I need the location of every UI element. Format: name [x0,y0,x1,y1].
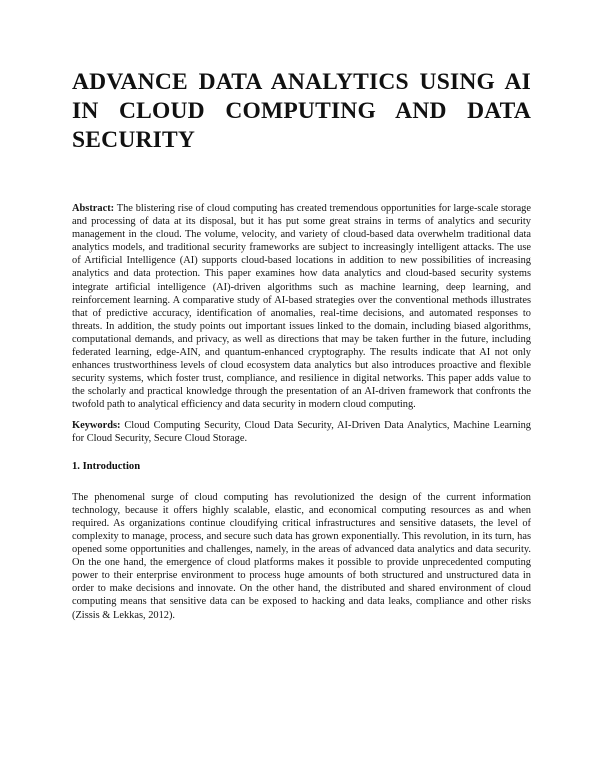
paper-title: ADVANCE DATA ANALYTICS USING AI IN CLOUD COMPUTING AND DATA SECURITY [72,69,531,153]
paper-page [72,68,531,622]
abstract-text: The blistering rise of cloud computing has created tremendous opportunities for large-scale storage and processing of data at its disposal, but it has put some great strains in terms of analytics and security management in the cloud. The volume, velocity, and variety of cloud-based data overwhelm traditional data analytics models, and traditional security frameworks are subject to increasingly intelligent attacks. The use of Artificial Intelligence (AI) supports cloud-based locations in addition to new possibilities of increasing analytics and data protection. This paper examines how data analytics and cloud-based security systems integrate artificial intelligence (AI)-driven algorithms such as machine learning, deep learning, and reinforcement learning. A comparative study of AI-based strategies over the conventional methods illustrates that of predictive accuracy, identification of anomalies, real-time decisions, and automated responses to threats. In addition, the study points out important issues linked to the domain, including biased algorithms, computational demands, and privacy, as well as directions that may be taken further in the future, including federated learning, edge-AIN, and quantum-enhanced cryptography. The results indicate that AI not only enhances trustworthiness levels of cloud ecosystem data analytics but also introduces proactive and flexible security systems, which foster trust, compliance, and resilience in digital networks. This paper adds value to the scholarly and practical knowledge through the presentation of an AI-driven framework that confronts the twofold path to analytical efficiency and data security in modern cloud computing. [72,203,531,411]
keywords-paragraph [72,419,531,445]
abstract-paragraph [72,202,531,412]
section-heading-introduction: 1. Introduction [72,460,141,472]
abstract-label: Abstract: [72,203,115,214]
keywords-text: Cloud Computing Security, Cloud Data Security, AI-Driven Data Analytics, Machine Learning for Cloud Security, Secure Cloud Storage. [72,419,531,444]
keywords-label: Keywords: [72,419,121,431]
introduction-paragraph: The phenomenal surge of cloud computing has revolutionized the design of the current information technology, because it offers highly scalable, elastic, and economical computing resources as and when required. As organizations continue cloudifying critical infrastructures and sensitive datasets, the level of complexity to manage, process, and secure such data has grown exponentially. This revolution, in its turn, has opened some opportunities and challenges, namely, in the areas of advanced data analytics and data security. On the one hand, the emergence of cloud platforms makes it possible to provide unprecedented computing power to their enterprise environment to process huge amounts of both structured and unstructured data in order to make decisions and innovate. On the other hand, the distributed and shared environment of cloud computing means that sensitive data can be exposed to hacking and data leaks, compliance and other risks (Zissis & Lekkas, 2012). [72,491,531,621]
